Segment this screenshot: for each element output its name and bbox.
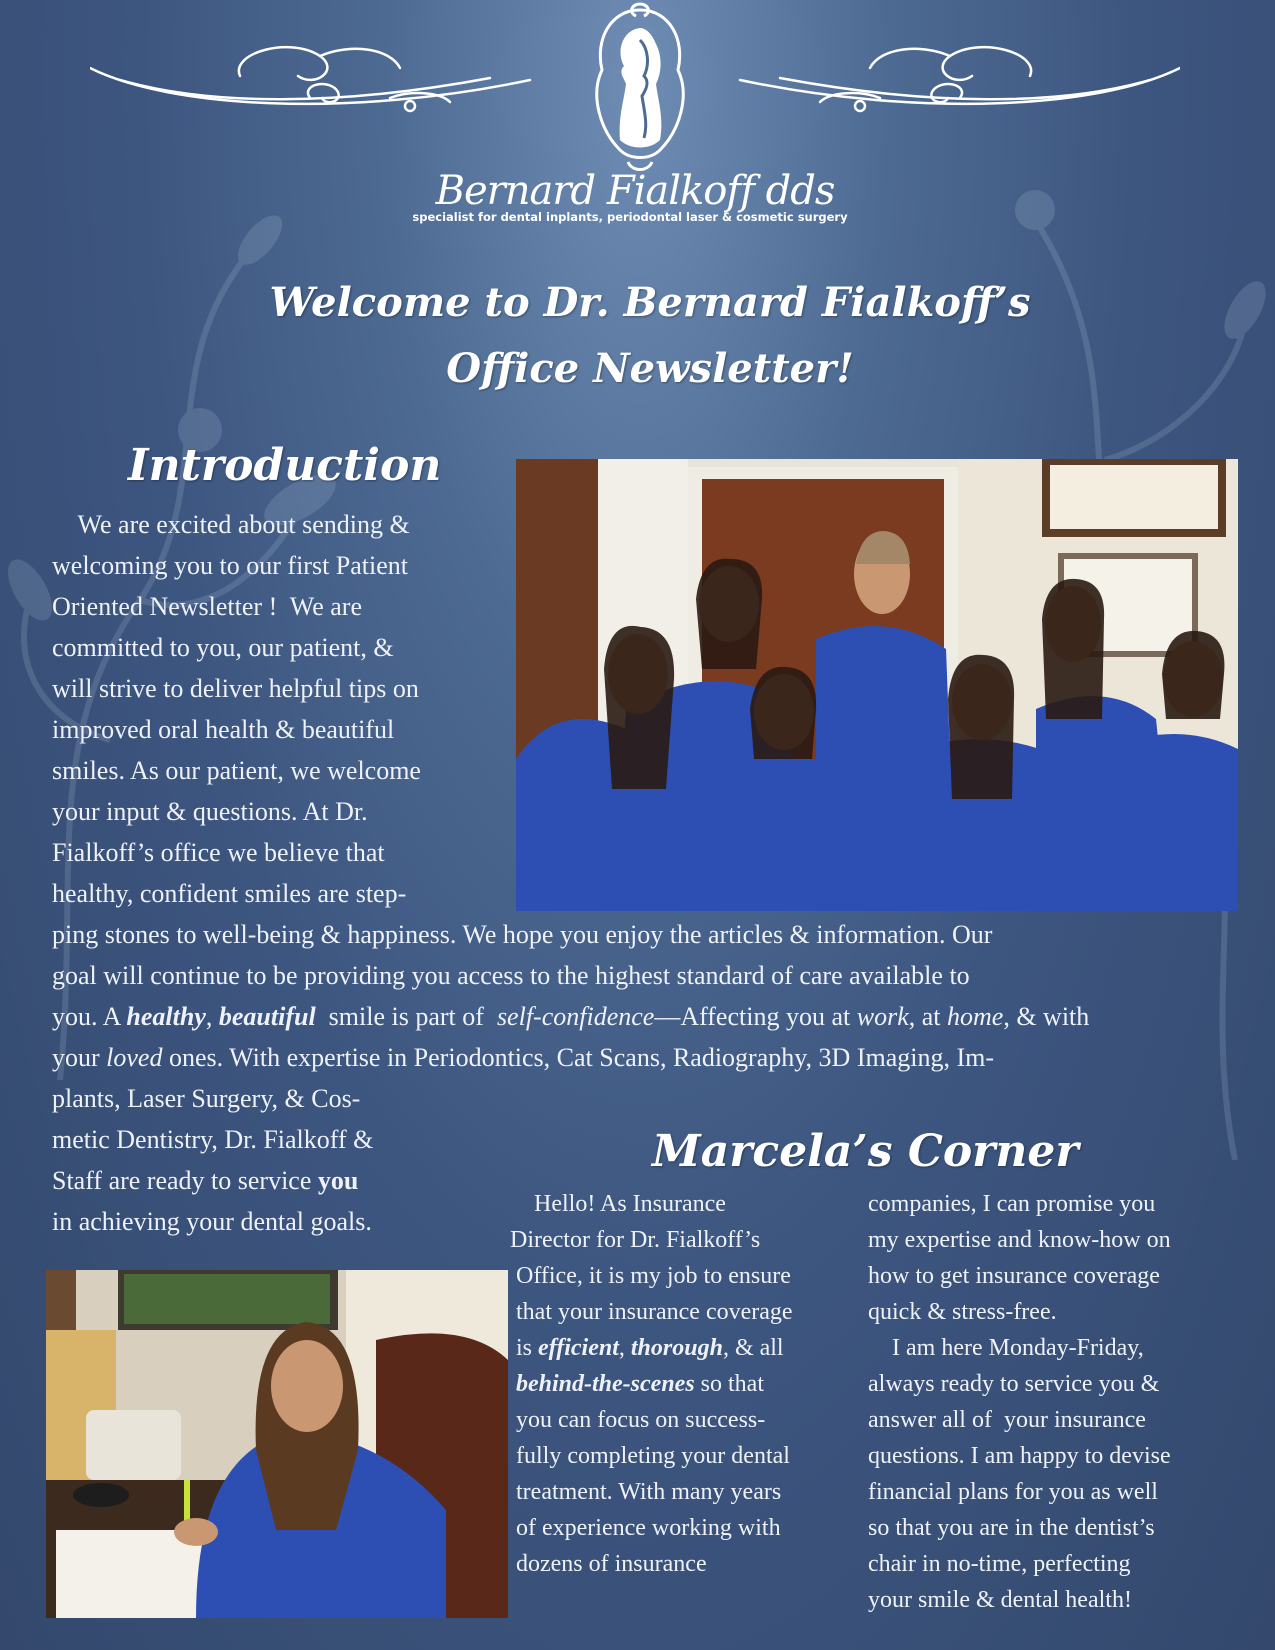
marcela-line <box>510 1330 793 1366</box>
flourish-left <box>90 28 550 118</box>
marcela-line: answer all of your insurance <box>868 1407 1146 1433</box>
text-run: , at <box>908 1002 947 1031</box>
marcela-line: Office, it is my job to ensure <box>510 1263 791 1289</box>
logo-name: Bernard Fialkoff dds <box>435 168 835 214</box>
headline-line-2: Office Newsletter! <box>446 345 854 392</box>
intro-line: your input & questions. At Dr. <box>52 797 368 826</box>
text-run: , & all <box>722 1335 784 1361</box>
marcela-photo <box>46 1270 508 1618</box>
text-run: , <box>618 1335 631 1361</box>
marcela-corner-title: Marcela’s Corner <box>652 1126 1079 1177</box>
emphasis-thorough: thorough <box>630 1335 723 1361</box>
marcela-column-1 <box>510 1186 793 1582</box>
newsletter-headline <box>160 270 1140 402</box>
logo-tagline: specialist for dental inplants, periodontal laser & cosmetic surgery <box>412 210 848 224</box>
text-run: your <box>52 1043 107 1072</box>
logo-emblem <box>540 0 740 180</box>
marcela-line: fully completing your dental <box>510 1443 790 1469</box>
intro-line <box>52 1160 373 1201</box>
intro-line <box>52 1037 1089 1078</box>
intro-line: in achieving your dental goals. <box>52 1207 372 1236</box>
intro-line: smiles. As our patient, we welcome <box>52 756 421 785</box>
emphasis-healthy: healthy <box>126 1002 206 1031</box>
emphasis-you: you <box>317 1166 359 1195</box>
intro-line: Fialkoff’s office we believe that <box>52 838 385 867</box>
emphasis-work: work <box>856 1002 909 1031</box>
introduction-narrow-text <box>52 504 421 914</box>
intro-line: metic Dentistry, Dr. Fialkoff & <box>52 1125 374 1154</box>
marcela-line: companies, I can promise you <box>868 1191 1156 1217</box>
intro-line: Oriented Newsletter ! We are <box>52 592 363 621</box>
marcela-column-2 <box>868 1186 1171 1618</box>
intro-line: improved oral health & beautiful <box>52 715 395 744</box>
intro-line <box>52 996 1089 1037</box>
introduction-tail-text <box>52 1078 373 1242</box>
emphasis-home: home <box>947 1002 1004 1031</box>
intro-line: We are excited about sending & <box>52 510 410 539</box>
marcela-line: Hello! As Insurance <box>510 1191 726 1217</box>
marcela-line: so that you are in the dentist’s <box>868 1515 1155 1541</box>
intro-line: welcoming you to our first Patient <box>52 551 409 580</box>
marcela-line: of experience working with <box>510 1515 781 1541</box>
emphasis-self-confidence: self-confidence <box>496 1002 655 1031</box>
marcela-line: Director for Dr. Fialkoff’s <box>510 1227 761 1253</box>
headline-line-1: Welcome to Dr. Bernard Fialkoff’s <box>269 279 1031 326</box>
intro-line: will strive to deliver helpful tips on <box>52 674 419 703</box>
text-run: ones. With expertise in Periodontics, Cat Scans, Radiography, 3D Imaging, Im- <box>162 1043 995 1072</box>
intro-line: committed to you, our patient, & <box>52 633 394 662</box>
marcela-line: chair in no-time, perfecting <box>868 1551 1131 1577</box>
emphasis-behind-the-scenes: behind-the-scenes <box>516 1371 695 1397</box>
flourish-right <box>720 28 1180 118</box>
marcela-line: quick & stress-free. <box>868 1299 1057 1325</box>
introduction-title: Introduction <box>128 440 442 491</box>
marcela-line <box>510 1366 793 1402</box>
marcela-line: my expertise and know-how on <box>868 1227 1171 1253</box>
intro-line: healthy, confident smiles are step- <box>52 879 407 908</box>
emphasis-beautiful: beautiful <box>218 1002 316 1031</box>
marcela-line: I am here Monday-Friday, <box>868 1335 1144 1361</box>
text-run: —Affecting you at <box>654 1002 857 1031</box>
marcela-line: questions. I am happy to devise <box>868 1443 1171 1469</box>
introduction-wide-text <box>52 914 1089 1078</box>
text-run: smile is part of <box>315 1002 497 1031</box>
text-run: is <box>510 1335 539 1361</box>
intro-line: plants, Laser Surgery, & Cos- <box>52 1084 361 1113</box>
staff-group-photo <box>516 459 1238 911</box>
marcela-line: treatment. With many years <box>510 1479 782 1505</box>
intro-line: ping stones to well-being & happiness. We hope you enjoy the articles & information. Our <box>52 920 993 949</box>
text-run: Staff are ready to service <box>52 1166 318 1195</box>
marcela-line: dozens of insurance <box>510 1551 707 1577</box>
intro-line: goal will continue to be providing you access to the highest standard of care available to <box>52 961 970 990</box>
emphasis-loved: loved <box>106 1043 163 1072</box>
emphasis-efficient: efficient <box>538 1335 619 1361</box>
text-run: , & with <box>1003 1002 1090 1031</box>
marcela-line: always ready to service you & <box>868 1371 1160 1397</box>
marcela-line: financial plans for you as well <box>868 1479 1158 1505</box>
marcela-line: that your insurance coverage <box>510 1299 793 1325</box>
text-run: you. A <box>52 1002 127 1031</box>
text-run: , <box>205 1002 219 1031</box>
text-run: so that <box>694 1371 764 1397</box>
marcela-line: your smile & dental health! <box>868 1587 1132 1613</box>
marcela-line: how to get insurance coverage <box>868 1263 1160 1289</box>
marcela-line: you can focus on success- <box>510 1407 766 1433</box>
